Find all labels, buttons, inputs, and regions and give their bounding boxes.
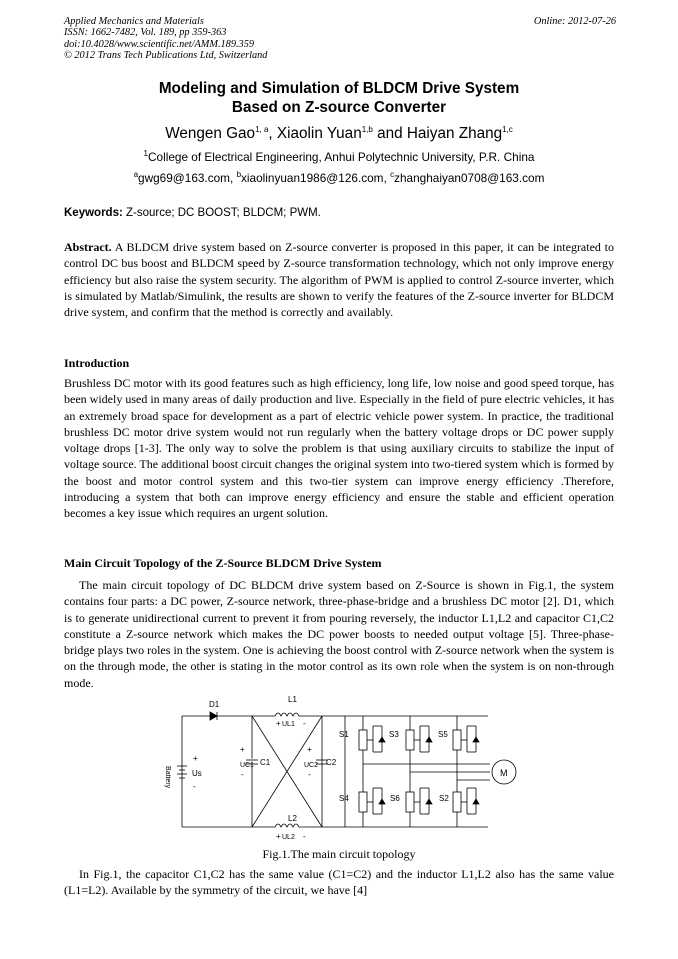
label-c1: C1 (260, 758, 271, 767)
label-s5: S5 (438, 730, 448, 739)
switch-s1 (359, 726, 385, 752)
author-name: Haiyan Zhang (406, 125, 503, 142)
author-affil-mark: 1,c (502, 124, 513, 134)
label-uc2: UC2 (304, 762, 319, 769)
label-us: Us (192, 769, 202, 778)
paper-title-line1: Modeling and Simulation of BLDCM Drive System (158, 80, 520, 97)
label-l2: L2 (288, 814, 297, 823)
switch-s4 (359, 788, 385, 814)
introduction-paragraph: Brushless DC motor with its good features such as high efficiency, long life, low noise and good speed torque, has been widely used in many areas of daily production and live. Especially in the field of pure electric vehicles, it has an extremely broad space for development as a part of electric vehicle power system. In practice, the traditional brushless DC motor drive system would not run regularly when the battery voltage drops or DC power supply voltage drops [1-3]. The only way to solve the problem is that using auxiliary circuits to stabilize the input of voltage source. The additional boost circuit changes the original system into two-tiered system which is formed by the boost and motor control system and this two-tier system can improve energy efficiency .Therefore, introducing a system that both can improve energy efficiency and ensure the stable and efficient operation becomes a key issue which requires an urgent solution. (64, 376, 614, 521)
affiliation: $^1$College of Electrical Engineering, Anhui Polytechnic University, P.R. China (143, 149, 535, 164)
topology-paragraph: The main circuit topology of DC BLDCM drive system based on Z-Source is shown in Fig.1, the system contains four parts: a DC power, Z-source network, three-phase-bridge and a brushless DC motor [2]. D1, which is to generate unidirectional current to prevent it from pouring reversely, the inductor L1,L2 and capacitor C1,C2 constitute a Z-source network which makes the DC power boosts to needed output voltage [5]. Three-phase-bridge plays two roles in the system. One is achieving the boost control with Z-source network when the system is on the through mode, the other is stating in the motor control as its own role when the system is on non-through mode. (64, 578, 614, 690)
svg-text:+: + (276, 719, 281, 728)
switch-s3 (406, 726, 432, 752)
label-c2: C2 (326, 758, 337, 767)
inductor-l2 (252, 824, 322, 827)
svg-text:-: - (241, 770, 244, 779)
email-link[interactable]: gwg69@163.com, (138, 171, 237, 185)
final-paragraph: In Fig.1, the capacitor C1,C2 has the same value (C1=C2) and the inductor L1,L2 also has the same value (L1=L2). Available by the symmetry of the circuit, we have [4] (64, 867, 614, 898)
label-ul1: UL1 (282, 721, 295, 728)
circuit-diagram (160, 694, 524, 846)
svg-text:+: + (307, 745, 312, 754)
journal-name: Applied Mechanics and Materials (64, 16, 204, 27)
svg-text:+: + (193, 754, 198, 763)
author-list: Wengen Gao$^{1, a}$, Xiaolin Yuan$^{1,b}$ and Haiyan Zhang$^{1,c}$ (165, 124, 513, 142)
paper-title-line2: Based on Z-source Converter (231, 99, 447, 116)
diode-d1 (210, 712, 217, 720)
label-ul2: UL2 (282, 834, 295, 841)
switch-s6 (406, 788, 432, 814)
author-affil-mark: 1, a (255, 124, 269, 134)
label-battery: Battery (164, 766, 171, 789)
abstract: Abstract. A BLDCM drive system based on Z-source converter is proposed in this paper, it can be integrated to control DC bus boost and BLDCM speed by Z-source transformation technology, which not only improve energy efficiency but also raise the system security. The algorithm of PWM is applied to control Z-source inverter, which is simulated by Matlab/Simulink, the results are shown to verify the features of the Z-source inverter for BLDCM drive system, and confirm that the method is correctly and availably. (64, 240, 614, 320)
journal-header (64, 16, 267, 62)
online-date: Online: 2012-07-26 (533, 16, 616, 27)
email-link[interactable]: xiaolinyuan1986@126.com, (241, 171, 391, 185)
journal-doi: doi:10.4028/www.scientific.net/AMM.189.359 (64, 38, 254, 50)
section-heading-introduction: Introduction (64, 356, 130, 370)
author-name: Xiaolin Yuan (276, 125, 362, 142)
label-l1: L1 (288, 695, 297, 704)
abstract-label: Abstract. (64, 240, 112, 254)
label-s1: S1 (339, 730, 349, 739)
figure-caption: Fig.1.The main circuit topology (262, 847, 416, 861)
label-s2: S2 (439, 794, 449, 803)
label-uc1: UC1 (240, 762, 255, 769)
label-d1: D1 (209, 700, 220, 709)
inductor-l1 (252, 713, 322, 716)
author-name: Wengen Gao (165, 125, 256, 142)
svg-text:-: - (303, 719, 306, 728)
author-affil-mark: 1,b (361, 124, 373, 134)
journal-copyright: © 2012 Trans Tech Publications Ltd, Switzerland (64, 50, 268, 62)
svg-text:+: + (240, 745, 245, 754)
label-s4: S4 (339, 794, 349, 803)
email-list: $^a$gwg69@163.com, $^b$xiaolinyuan1986@126.com, $^c$zhanghaiyan0708@163.com (133, 170, 545, 185)
label-motor: M (500, 768, 508, 778)
svg-text:-: - (303, 832, 306, 841)
email-link[interactable]: zhanghaiyan0708@163.com (394, 171, 545, 185)
switch-s5 (453, 726, 479, 752)
section-heading-topology: Main Circuit Topology of the Z-Source BLDCM Drive System (64, 556, 382, 570)
switch-s2 (453, 788, 479, 814)
label-s3: S3 (389, 730, 399, 739)
svg-text:+: + (276, 832, 281, 841)
label-s6: S6 (390, 794, 400, 803)
keywords-label: Keywords: (64, 207, 123, 219)
svg-text:-: - (193, 782, 196, 791)
journal-issn: ISSN: 1662-7482, Vol. 189, pp 359-363 (64, 27, 227, 39)
svg-text:-: - (308, 770, 311, 779)
keywords: Keywords: Z-source; DC BOOST; BLDCM; PWM. (64, 207, 321, 219)
